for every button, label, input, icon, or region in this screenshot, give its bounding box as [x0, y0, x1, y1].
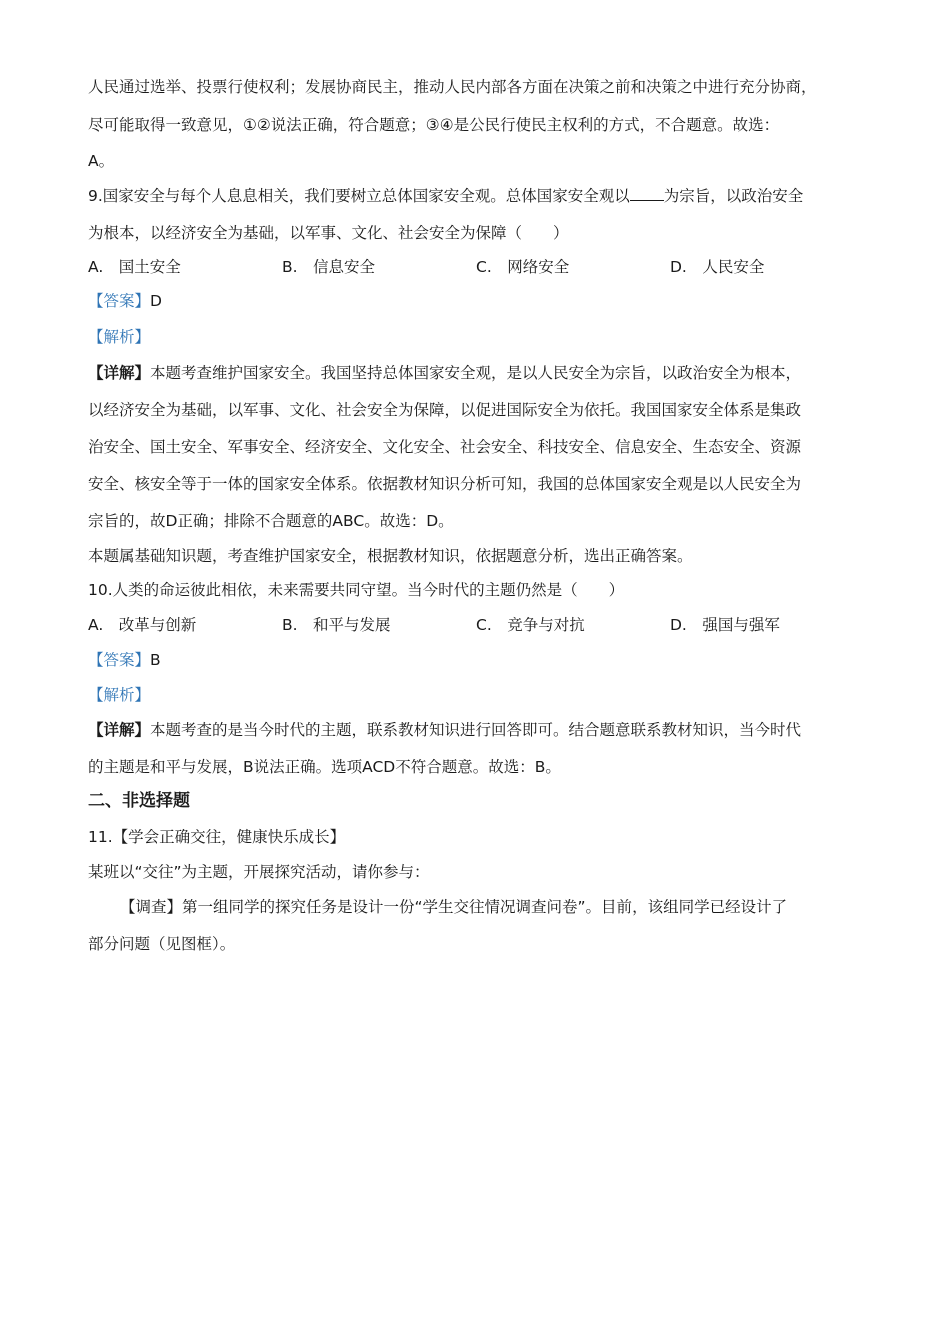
- q9-option-a: A. 国土安全: [88, 258, 181, 276]
- q9-summary: 本题属基础知识题，考查维护国家安全，根据教材知识，依据题意分析，选出正确答案。: [88, 547, 693, 565]
- q11-survey-line-1: 【调查】第一组同学的探究任务是设计一份“学生交往情况调查问卷”。目前，该组同学已经设计了: [120, 898, 788, 916]
- q9-option-c: C. 网络安全: [476, 258, 570, 276]
- q9-detail-line-1: [88, 362, 872, 384]
- q9-analysis-label: 【解析】: [88, 328, 151, 346]
- q11-intro: 某班以“交往”为主题，开展探究活动，请你参与：: [88, 863, 430, 881]
- q9-answer-label: 【答案】: [88, 292, 151, 310]
- q10-option-b: B. 和平与发展: [282, 616, 391, 634]
- section-title: 二、非选择题: [88, 791, 190, 811]
- prev-answer-line-2: 尽可能取得一致意见，①②说法正确，符合题意；③④是公民行使民主权利的方式，不合题意。故选：: [88, 116, 780, 134]
- q10-option-a: A. 改革与创新: [88, 616, 197, 634]
- q10-detail-label: 【详解】: [88, 721, 151, 739]
- q9-detail-line-3: 治安全、国土安全、军事安全、经济安全、文化安全、社会安全、科技安全、信息安全、生态安全、资源: [88, 438, 802, 456]
- q10-detail-line-1: [88, 719, 872, 741]
- prev-answer-line-3: A。: [88, 152, 115, 170]
- q10-stem: 10.人类的命运彼此相依，未来需要共同守望。当今时代的主题仍然是（ ）: [88, 581, 625, 599]
- q11-title: 11.【学会正确交往，健康快乐成长】: [88, 828, 346, 846]
- q9-stem-line-2: 为根本，以经济安全为基础，以军事、文化、社会安全为保障（ ）: [88, 224, 569, 242]
- q9-option-b: B. 信息安全: [282, 258, 376, 276]
- q11-survey-line-2: 部分问题（见图框）。: [88, 935, 236, 953]
- q9-option-d: D. 人民安全: [670, 258, 765, 276]
- q10-analysis-label: 【解析】: [88, 686, 151, 704]
- q9-detail-text-1: 本题考查维护国家安全。我国坚持总体国家安全观，是以人民安全为宗旨，以政治安全为根本，: [150, 364, 802, 382]
- q10-answer-value: B: [150, 651, 161, 669]
- q9-blank: [630, 186, 664, 201]
- q10-option-c: C. 竞争与对抗: [476, 616, 585, 634]
- q9-stem-part-1: 9.国家安全与每个人息息相关，我们要树立总体国家安全观。总体国家安全观以: [88, 187, 630, 205]
- q10-detail-line-2: 的主题是和平与发展，B说法正确。选项ACD不符合题意。故选：B。: [88, 758, 561, 776]
- q9-answer-value: D: [150, 292, 162, 310]
- q9-stem-line-1: [88, 185, 872, 207]
- q9-detail-line-5: 宗旨的，故D正确；排除不合题意的ABC。故选：D。: [88, 512, 454, 530]
- prev-answer-line-1: 人民通过选举、投票行使权利；发展协商民主，推动人民内部各方面在决策之前和决策之中进行充分协商，: [88, 78, 817, 96]
- q9-detail-line-4: 安全、核安全等于一体的国家安全体系。依据教材知识分析可知，我国的总体国家安全观是以人民安全为: [88, 475, 802, 493]
- q10-answer: [88, 649, 872, 671]
- q10-option-d: D. 强国与强军: [670, 616, 780, 634]
- q9-answer: [88, 290, 872, 312]
- q9-detail-line-2: 以经济安全为基础，以军事、文化、社会安全为保障，以促进国际安全为依托。我国国家安全体系是集政: [88, 401, 802, 419]
- q9-detail-label: 【详解】: [88, 364, 151, 382]
- q10-detail-text-1: 本题考查的是当今时代的主题，联系教材知识进行回答即可。结合题意联系教材知识，当今时代: [150, 721, 802, 739]
- q9-stem-part-2: 为宗旨，以政治安全: [663, 187, 804, 205]
- q10-answer-label: 【答案】: [88, 651, 151, 669]
